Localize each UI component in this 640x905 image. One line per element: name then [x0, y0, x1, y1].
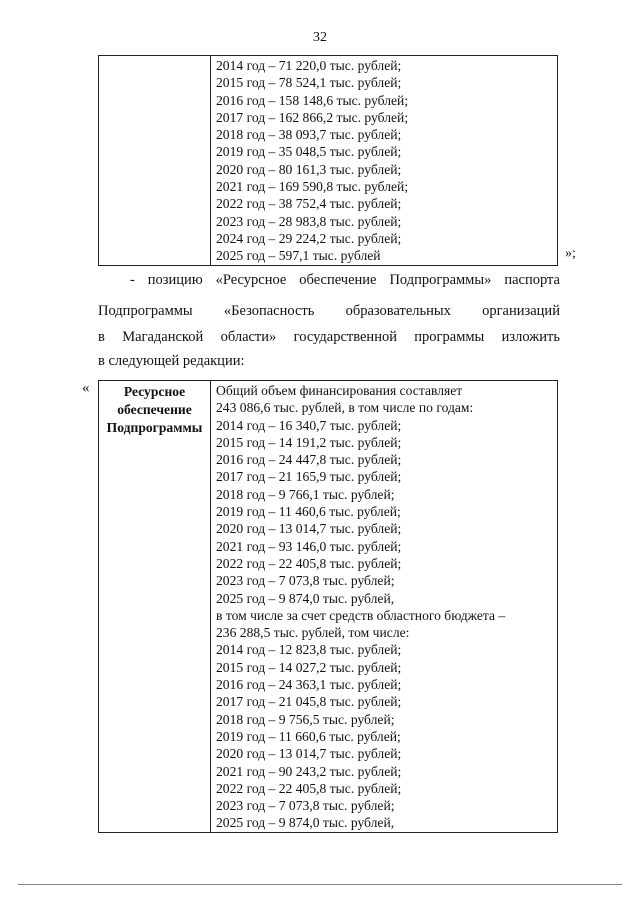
funding-line: 2015 год – 14 027,2 тыс. рублей;: [216, 659, 402, 675]
resource-values-cell: [211, 381, 558, 833]
funding-line: 2016 год – 158 148,6 тыс. рублей;: [216, 92, 409, 108]
funding-line: Общий объем финансирования составляет: [216, 383, 463, 398]
funding-line: 2022 год – 38 752,4 тыс. рублей;: [216, 196, 402, 212]
opening-quote-mark: «: [82, 380, 90, 396]
funding-line: 2018 год – 9 756,5 тыс. рублей;: [216, 711, 395, 727]
closing-quote-mark: »;: [565, 246, 576, 261]
instruction-word: «Ресурсное: [215, 272, 287, 288]
funding-line: 2019 год – 11 660,6 тыс. рублей;: [216, 728, 401, 744]
resource-label: [99, 381, 210, 437]
instruction-word: -: [130, 272, 135, 288]
instruction-word: Подпрограммы: [98, 303, 193, 319]
funding-line: 2025 год – 597,1 тыс. рублей: [216, 248, 381, 264]
empty-label-cell: [99, 56, 211, 266]
label-line: Ресурсное: [123, 384, 186, 399]
instruction-word: организаций: [482, 303, 560, 319]
instruction-word: образовательных: [345, 303, 451, 319]
instruction-line-2: [98, 303, 560, 320]
funding-line: 2023 год – 7 073,8 тыс. рублей;: [216, 798, 395, 814]
funding-line: 2021 год – 169 590,8 тыс. рублей;: [216, 179, 409, 195]
label-line: обеспечение: [117, 402, 192, 417]
funding-line: 2020 год – 13 014,7 тыс. рублей;: [216, 521, 402, 537]
funding-values-cell: [211, 56, 558, 266]
funding-line: 2014 год – 71 220,0 тыс. рублей;: [216, 58, 402, 73]
funding-line: 2022 год – 22 405,8 тыс. рублей;: [216, 555, 402, 571]
funding-line: 2025 год – 9 874,0 тыс. рублей,: [216, 590, 395, 606]
funding-line: в том числе за счет средств областного бюджета –: [216, 607, 506, 623]
funding-line: 2014 год – 16 340,7 тыс. рублей;: [216, 417, 402, 433]
instruction-word: паспорта: [504, 272, 560, 288]
instruction-word: изложить: [501, 329, 560, 345]
funding-line: 2014 год – 12 823,8 тыс. рублей;: [216, 642, 402, 658]
funding-line: 2024 год – 29 224,2 тыс. рублей;: [216, 230, 402, 246]
instruction-word: «Безопасность: [223, 303, 315, 319]
funding-line: 2015 год – 14 191,2 тыс. рублей;: [216, 434, 402, 450]
instruction-word: Подпрограммы»: [389, 272, 492, 288]
resource-label-cell: [99, 381, 211, 833]
page-bottom-rule: [18, 884, 622, 885]
funding-table-continued: [98, 55, 558, 266]
funding-line: 2018 год – 38 093,7 тыс. рублей;: [216, 127, 402, 143]
funding-line: 236 288,5 тыс. рублей, том числе:: [216, 625, 410, 641]
funding-line: 2018 год – 9 766,1 тыс. рублей;: [216, 486, 395, 502]
funding-line: 2019 год – 35 048,5 тыс. рублей;: [216, 144, 402, 160]
instruction-line-1: [98, 272, 560, 289]
funding-line: 2025 год – 9 874,0 тыс. рублей,: [216, 815, 395, 831]
funding-line: 2022 год – 22 405,8 тыс. рублей;: [216, 780, 402, 796]
funding-line: 2023 год – 7 073,8 тыс. рублей;: [216, 573, 395, 589]
instruction-word: обеспечение: [299, 272, 377, 288]
resource-provision-table: [98, 380, 558, 833]
funding-line: 2016 год – 24 363,1 тыс. рублей;: [216, 677, 402, 693]
funding-line: 2020 год – 13 014,7 тыс. рублей;: [216, 746, 402, 762]
funding-line: 2017 год – 21 165,9 тыс. рублей;: [216, 469, 402, 485]
funding-line: 2021 год – 93 146,0 тыс. рублей;: [216, 538, 402, 554]
instruction-word: в: [98, 329, 105, 345]
instruction-word: области»: [220, 329, 277, 345]
funding-line: 2016 год – 24 447,8 тыс. рублей;: [216, 452, 402, 468]
funding-line: 243 086,6 тыс. рублей, в том числе по годам:: [216, 400, 474, 416]
instruction-word: государственной: [293, 329, 397, 345]
instruction-word: Магаданской: [122, 329, 204, 345]
funding-line: 2020 год – 80 161,3 тыс. рублей;: [216, 161, 402, 177]
instruction-line-3: [98, 329, 560, 346]
instruction-line-4: в следующей редакции:: [98, 353, 245, 369]
funding-line: 2017 год – 21 045,8 тыс. рублей;: [216, 694, 402, 710]
page-number: 32: [313, 30, 327, 45]
funding-line: 2015 год – 78 524,1 тыс. рублей;: [216, 75, 402, 91]
instruction-word: программы: [414, 329, 485, 345]
funding-line: 2019 год – 11 460,6 тыс. рублей;: [216, 504, 401, 520]
funding-line: 2017 год – 162 866,2 тыс. рублей;: [216, 109, 409, 125]
label-line: Подпрограммы: [106, 420, 203, 435]
instruction-word: позицию: [147, 272, 203, 288]
funding-line: 2023 год – 28 983,8 тыс. рублей;: [216, 213, 402, 229]
funding-line: 2021 год – 90 243,2 тыс. рублей;: [216, 763, 402, 779]
